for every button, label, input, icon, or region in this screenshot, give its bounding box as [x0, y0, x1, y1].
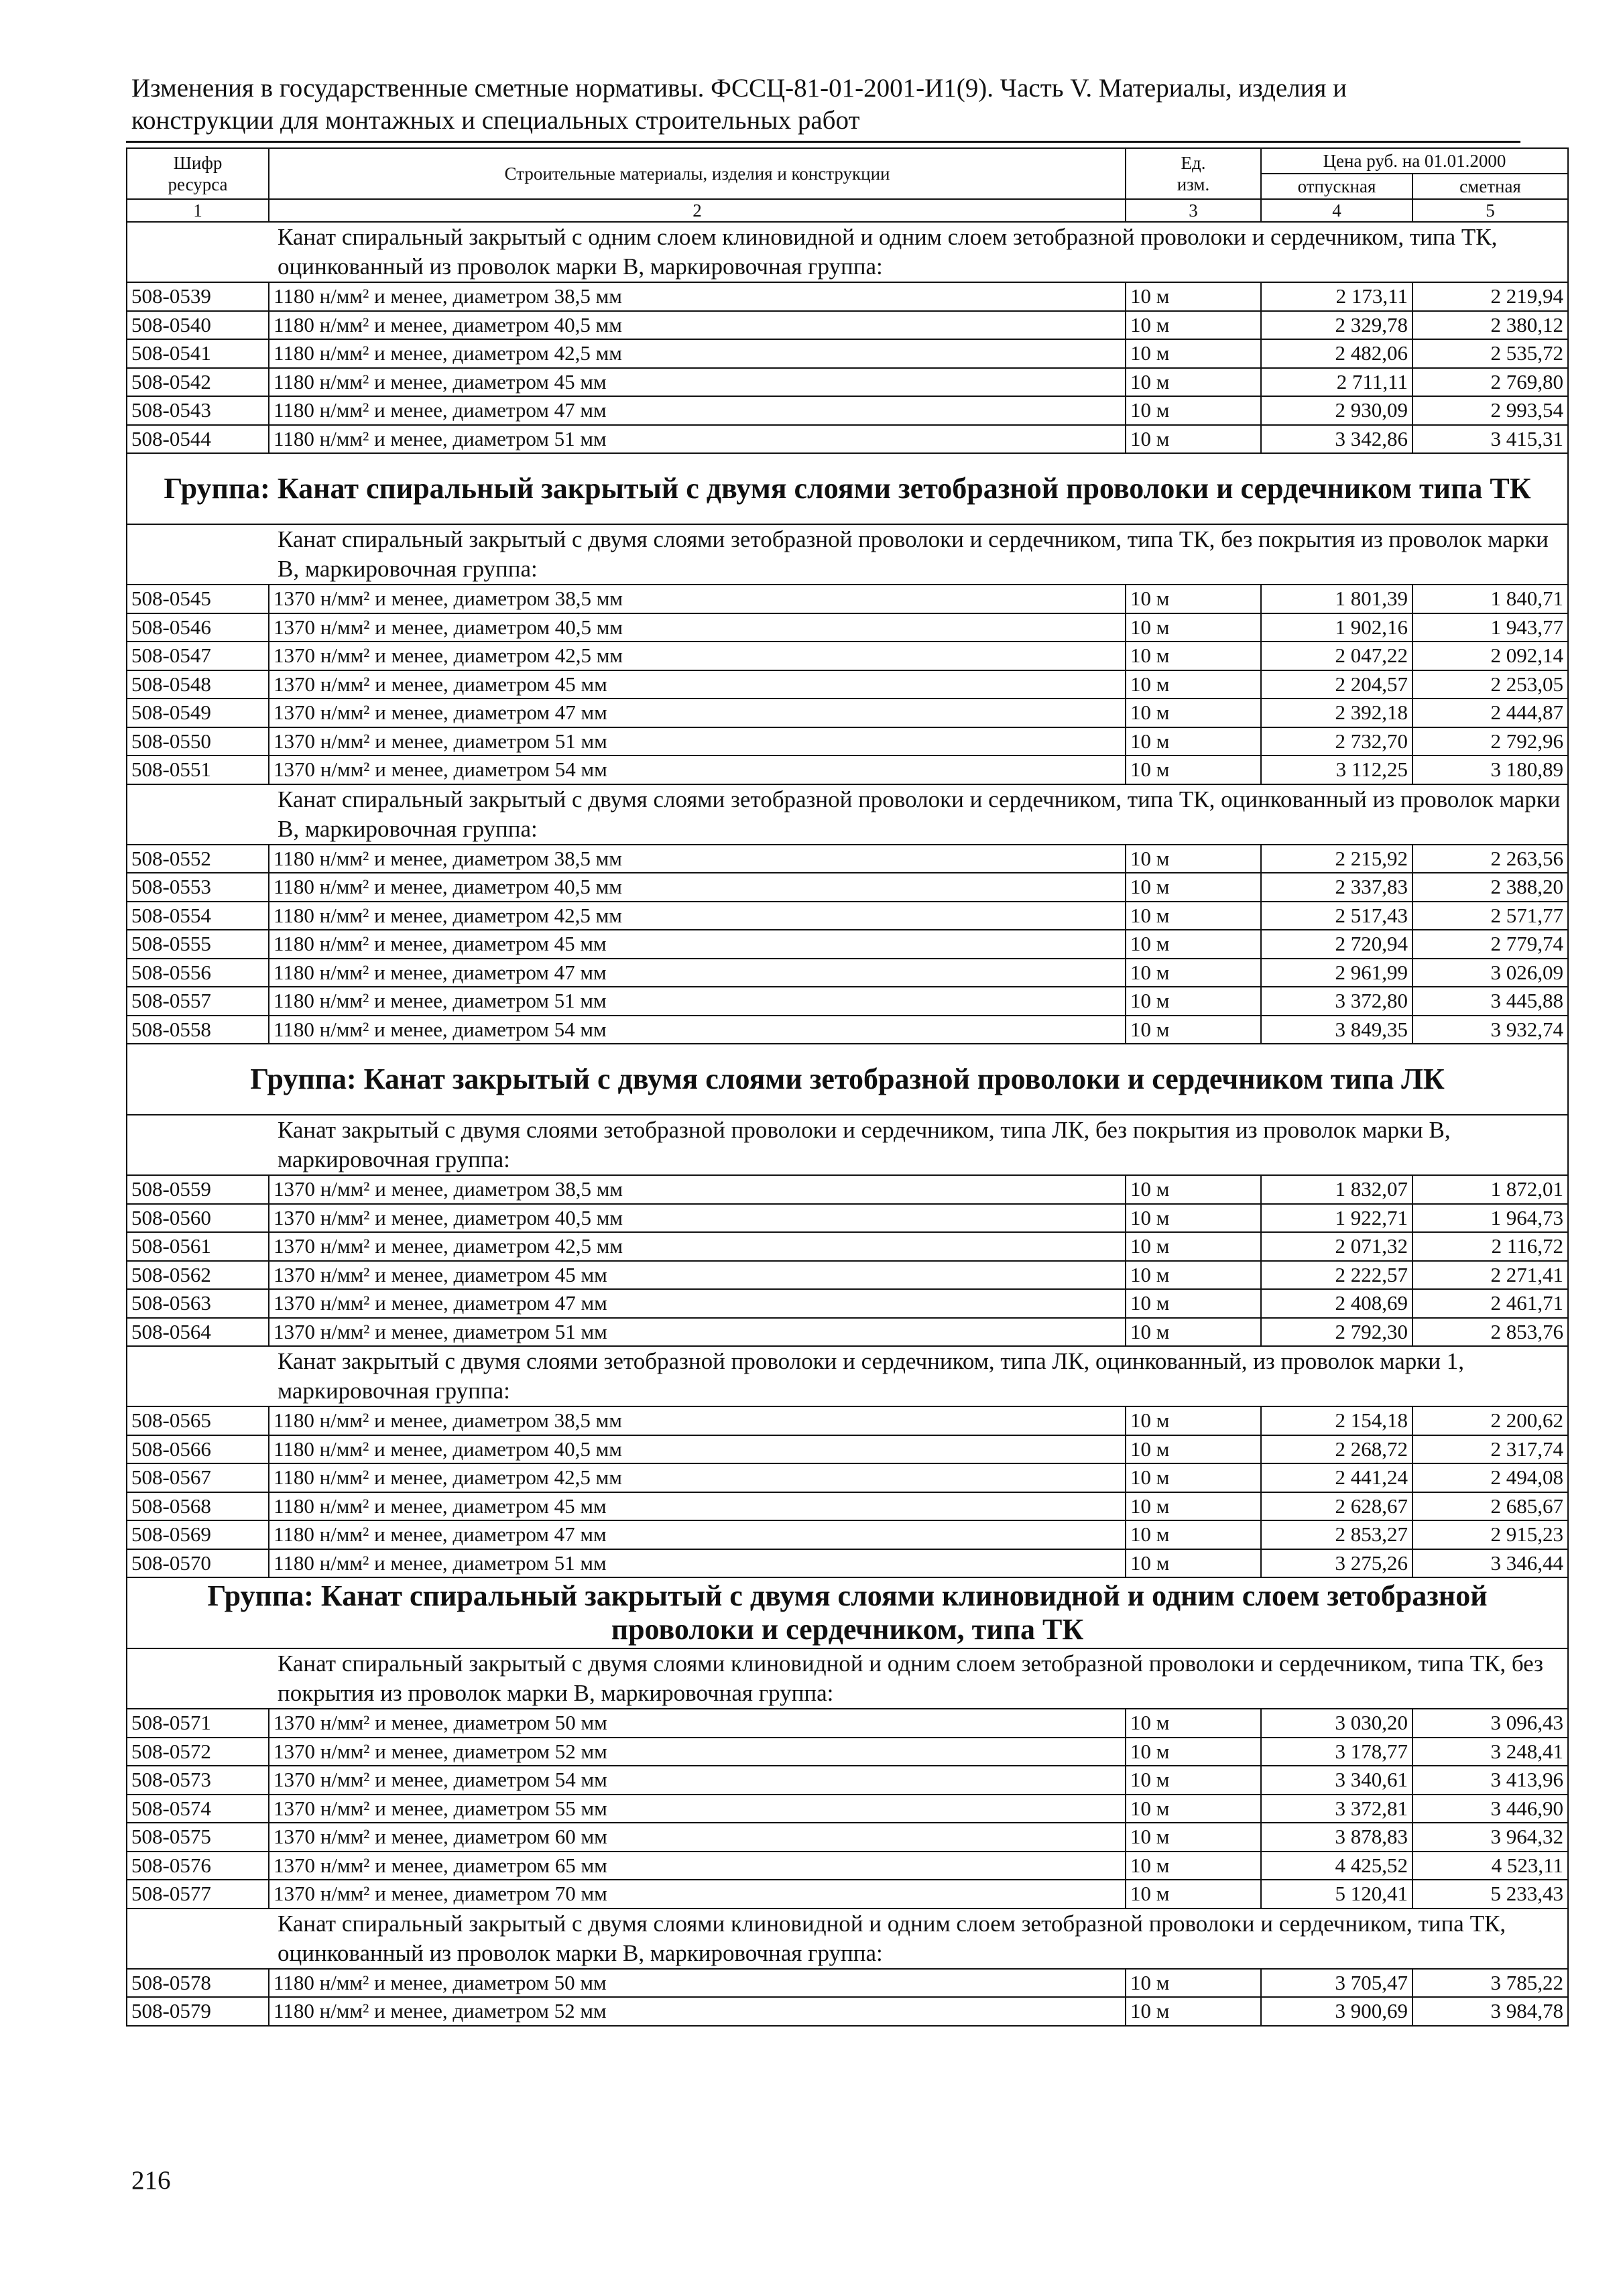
resource-code: 508-0565 — [127, 1406, 269, 1435]
unit-of-measure: 10 м — [1126, 1289, 1261, 1318]
material-description: 1180 н/мм² и менее, диаметром 38,5 мм — [269, 282, 1126, 311]
unit-of-measure: 10 м — [1126, 368, 1261, 397]
release-price: 2 222,57 — [1261, 1261, 1412, 1290]
material-description: 1180 н/мм² и менее, диаметром 45 мм — [269, 368, 1126, 397]
resource-code: 508-0542 — [127, 368, 269, 397]
estimate-price: 2 263,56 — [1412, 845, 1568, 873]
unit-of-measure: 10 м — [1126, 1318, 1261, 1347]
estimate-price: 2 685,67 — [1412, 1492, 1568, 1521]
unit-of-measure: 10 м — [1126, 1795, 1261, 1823]
resource-code: 508-0562 — [127, 1261, 269, 1290]
table-row — [127, 727, 1568, 756]
release-price: 1 902,16 — [1261, 613, 1412, 642]
table-row — [127, 1549, 1568, 1578]
material-description: 1370 н/мм² и менее, диаметром 40,5 мм — [269, 613, 1126, 642]
unit-of-measure: 10 м — [1126, 1463, 1261, 1492]
material-description: 1180 н/мм² и менее, диаметром 50 мм — [269, 1969, 1126, 1998]
release-price: 2 047,22 — [1261, 642, 1412, 670]
table-row — [127, 396, 1568, 425]
material-description: 1370 н/мм² и менее, диаметром 47 мм — [269, 699, 1126, 727]
release-price: 3 030,20 — [1261, 1709, 1412, 1738]
material-description: 1370 н/мм² и менее, диаметром 38,5 мм — [269, 1175, 1126, 1204]
table-row — [127, 1766, 1568, 1795]
resource-code: 508-0548 — [127, 670, 269, 699]
resource-code: 508-0572 — [127, 1738, 269, 1766]
unit-of-measure: 10 м — [1126, 1175, 1261, 1204]
page-header — [131, 72, 1526, 137]
estimate-price: 2 388,20 — [1412, 873, 1568, 902]
estimate-price: 3 964,32 — [1412, 1823, 1568, 1852]
release-price: 2 268,72 — [1261, 1435, 1412, 1464]
column-number-1: 1 — [127, 199, 269, 222]
subgroup-description: Канат закрытый с двумя слоями зетобразной проволоки и сердечником, типа ЛК, оцинкованный, из проволок марки 1, маркировочная группа: — [127, 1346, 1568, 1406]
unit-of-measure: 10 м — [1126, 1709, 1261, 1738]
estimate-price: 2 092,14 — [1412, 642, 1568, 670]
group-heading-row — [127, 1577, 1568, 1648]
material-description: 1370 н/мм² и менее, диаметром 51 мм — [269, 727, 1126, 756]
estimate-price: 3 096,43 — [1412, 1709, 1568, 1738]
resource-code: 508-0550 — [127, 727, 269, 756]
estimate-price: 3 446,90 — [1412, 1795, 1568, 1823]
release-price: 3 372,80 — [1261, 987, 1412, 1016]
table-row — [127, 1463, 1568, 1492]
column-number-3: 3 — [1126, 199, 1261, 222]
resource-code: 508-0543 — [127, 396, 269, 425]
material-description: 1180 н/мм² и менее, диаметром 42,5 мм — [269, 1463, 1126, 1492]
resource-code: 508-0559 — [127, 1175, 269, 1204]
estimate-price: 1 872,01 — [1412, 1175, 1568, 1204]
estimate-price: 2 116,72 — [1412, 1232, 1568, 1261]
estimate-price: 1 840,71 — [1412, 585, 1568, 613]
unit-of-measure: 10 м — [1126, 1997, 1261, 2026]
estimate-price: 2 317,74 — [1412, 1435, 1568, 1464]
release-price: 3 342,86 — [1261, 425, 1412, 454]
resource-code: 508-0577 — [127, 1880, 269, 1909]
estimate-price: 2 993,54 — [1412, 396, 1568, 425]
unit-of-measure: 10 м — [1126, 1492, 1261, 1521]
unit-of-measure: 10 м — [1126, 670, 1261, 699]
group-heading: Группа: Канат закрытый с двумя слоями зетобразной проволоки и сердечником типа ЛК — [127, 1044, 1568, 1115]
estimate-price: 2 271,41 — [1412, 1261, 1568, 1290]
column-number-4: 4 — [1261, 199, 1412, 222]
material-description: 1180 н/мм² и менее, диаметром 40,5 мм — [269, 311, 1126, 340]
release-price: 2 628,67 — [1261, 1492, 1412, 1521]
header-price-release: отпускная — [1261, 174, 1412, 199]
material-description: 1370 н/мм² и менее, диаметром 42,5 мм — [269, 1232, 1126, 1261]
resource-code: 508-0545 — [127, 585, 269, 613]
material-description: 1370 н/мм² и менее, диаметром 47 мм — [269, 1289, 1126, 1318]
table-row — [127, 1232, 1568, 1261]
release-price: 2 329,78 — [1261, 311, 1412, 340]
release-price: 3 178,77 — [1261, 1738, 1412, 1766]
resource-code: 508-0568 — [127, 1492, 269, 1521]
subgroup-row — [127, 1115, 1568, 1175]
release-price: 1 922,71 — [1261, 1204, 1412, 1233]
estimate-price: 1 964,73 — [1412, 1204, 1568, 1233]
header-line-2: конструкции для монтажных и специальных строительных работ — [131, 106, 860, 135]
header-unit — [1126, 148, 1261, 199]
resource-code: 508-0557 — [127, 987, 269, 1016]
header-unit-line-1: Ед. — [1181, 153, 1206, 173]
estimate-price: 2 535,72 — [1412, 339, 1568, 368]
release-price: 2 482,06 — [1261, 339, 1412, 368]
release-price: 3 900,69 — [1261, 1997, 1412, 2026]
material-description: 1370 н/мм² и менее, диаметром 45 мм — [269, 1261, 1126, 1290]
table-row — [127, 311, 1568, 340]
table-row — [127, 613, 1568, 642]
resource-code: 508-0578 — [127, 1969, 269, 1998]
table-row — [127, 1795, 1568, 1823]
material-description: 1180 н/мм² и менее, диаметром 51 мм — [269, 425, 1126, 454]
estimate-price: 3 415,31 — [1412, 425, 1568, 454]
unit-of-measure: 10 м — [1126, 1204, 1261, 1233]
resource-code: 508-0539 — [127, 282, 269, 311]
unit-of-measure: 10 м — [1126, 1520, 1261, 1549]
table-row — [127, 1175, 1568, 1204]
unit-of-measure: 10 м — [1126, 1435, 1261, 1464]
material-description: 1370 н/мм² и менее, диаметром 65 мм — [269, 1852, 1126, 1880]
table-row — [127, 902, 1568, 930]
table-row — [127, 1969, 1568, 1998]
release-price: 2 441,24 — [1261, 1463, 1412, 1492]
resource-code: 508-0554 — [127, 902, 269, 930]
resource-code: 508-0552 — [127, 845, 269, 873]
table-row — [127, 1738, 1568, 1766]
estimate-price: 3 346,44 — [1412, 1549, 1568, 1578]
header-code — [127, 148, 269, 199]
unit-of-measure: 10 м — [1126, 1880, 1261, 1909]
resource-code: 508-0579 — [127, 1997, 269, 2026]
release-price: 2 337,83 — [1261, 873, 1412, 902]
material-description: 1370 н/мм² и менее, диаметром 50 мм — [269, 1709, 1126, 1738]
table-row — [127, 845, 1568, 873]
table-row — [127, 1709, 1568, 1738]
estimate-price: 5 233,43 — [1412, 1880, 1568, 1909]
material-description: 1370 н/мм² и менее, диаметром 40,5 мм — [269, 1204, 1126, 1233]
unit-of-measure: 10 м — [1126, 339, 1261, 368]
subgroup-row — [127, 524, 1568, 585]
header-unit-line-2: изм. — [1177, 174, 1210, 194]
unit-of-measure: 10 м — [1126, 699, 1261, 727]
table-row — [127, 1204, 1568, 1233]
resource-code: 508-0551 — [127, 756, 269, 784]
estimate-price: 3 445,88 — [1412, 987, 1568, 1016]
estimate-price: 3 413,96 — [1412, 1766, 1568, 1795]
unit-of-measure: 10 м — [1126, 727, 1261, 756]
unit-of-measure: 10 м — [1126, 396, 1261, 425]
unit-of-measure: 10 м — [1126, 845, 1261, 873]
material-description: 1370 н/мм² и менее, диаметром 70 мм — [269, 1880, 1126, 1909]
estimate-price: 2 253,05 — [1412, 670, 1568, 699]
table-row — [127, 873, 1568, 902]
table-row — [127, 282, 1568, 311]
resource-code: 508-0569 — [127, 1520, 269, 1549]
resource-code: 508-0570 — [127, 1549, 269, 1578]
resource-code: 508-0561 — [127, 1232, 269, 1261]
estimate-price: 3 984,78 — [1412, 1997, 1568, 2026]
header-code-line-1: Шифр — [173, 153, 223, 173]
resource-code: 508-0553 — [127, 873, 269, 902]
unit-of-measure: 10 м — [1126, 1406, 1261, 1435]
unit-of-measure: 10 м — [1126, 1232, 1261, 1261]
unit-of-measure: 10 м — [1126, 1852, 1261, 1880]
release-price: 2 215,92 — [1261, 845, 1412, 873]
table-row — [127, 1880, 1568, 1909]
price-table — [126, 147, 1569, 2027]
column-number-2: 2 — [269, 199, 1126, 222]
estimate-price: 3 026,09 — [1412, 959, 1568, 987]
estimate-price: 4 523,11 — [1412, 1852, 1568, 1880]
resource-code: 508-0555 — [127, 930, 269, 959]
resource-code: 508-0564 — [127, 1318, 269, 1347]
unit-of-measure: 10 м — [1126, 1823, 1261, 1852]
subgroup-description: Канат спиральный закрытый с двумя слоями клиновидной и одним слоем зетобразной проволоки и сердечником, типа ТК, без покрытия из проволок марки В, маркировочная группа: — [127, 1648, 1568, 1709]
table-row — [127, 930, 1568, 959]
resource-code: 508-0567 — [127, 1463, 269, 1492]
material-description: 1370 н/мм² и менее, диаметром 60 мм — [269, 1823, 1126, 1852]
header-code-line-2: ресурса — [168, 174, 228, 194]
table-row — [127, 1289, 1568, 1318]
group-heading-row — [127, 453, 1568, 524]
release-price: 2 154,18 — [1261, 1406, 1412, 1435]
release-price: 2 517,43 — [1261, 902, 1412, 930]
material-description: 1370 н/мм² и менее, диаметром 54 мм — [269, 756, 1126, 784]
resource-code: 508-0571 — [127, 1709, 269, 1738]
release-price: 2 961,99 — [1261, 959, 1412, 987]
release-price: 2 720,94 — [1261, 930, 1412, 959]
estimate-price: 2 853,76 — [1412, 1318, 1568, 1347]
table-row — [127, 1997, 1568, 2026]
resource-code: 508-0563 — [127, 1289, 269, 1318]
release-price: 2 204,57 — [1261, 670, 1412, 699]
header-price-estimate: сметная — [1412, 174, 1568, 199]
unit-of-measure: 10 м — [1126, 425, 1261, 454]
column-number-5: 5 — [1412, 199, 1568, 222]
unit-of-measure: 10 м — [1126, 987, 1261, 1016]
price-table-body — [127, 148, 1568, 2026]
table-row — [127, 642, 1568, 670]
release-price: 2 408,69 — [1261, 1289, 1412, 1318]
group-heading-row — [127, 1044, 1568, 1115]
table-row — [127, 1823, 1568, 1852]
table-row — [127, 1435, 1568, 1464]
unit-of-measure: 10 м — [1126, 1969, 1261, 1998]
release-price: 2 392,18 — [1261, 699, 1412, 727]
subgroup-row — [127, 1648, 1568, 1709]
estimate-price: 2 769,80 — [1412, 368, 1568, 397]
unit-of-measure: 10 м — [1126, 1766, 1261, 1795]
release-price: 3 372,81 — [1261, 1795, 1412, 1823]
unit-of-measure: 10 м — [1126, 1261, 1261, 1290]
subgroup-description: Канат спиральный закрытый с двумя слоями клиновидной и одним слоем зетобразной проволоки и сердечником, типа ТК, оцинкованный из проволок марки В, маркировочная группа: — [127, 1909, 1568, 1969]
material-description: 1180 н/мм² и менее, диаметром 47 мм — [269, 1520, 1126, 1549]
unit-of-measure: 10 м — [1126, 311, 1261, 340]
material-description: 1180 н/мм² и менее, диаметром 40,5 мм — [269, 1435, 1126, 1464]
release-price: 1 801,39 — [1261, 585, 1412, 613]
material-description: 1180 н/мм² и менее, диаметром 52 мм — [269, 1997, 1126, 2026]
unit-of-measure: 10 м — [1126, 585, 1261, 613]
unit-of-measure: 10 м — [1126, 282, 1261, 311]
table-row — [127, 959, 1568, 987]
resource-code: 508-0573 — [127, 1766, 269, 1795]
release-price: 2 071,32 — [1261, 1232, 1412, 1261]
material-description: 1180 н/мм² и менее, диаметром 51 мм — [269, 987, 1126, 1016]
material-description: 1180 н/мм² и менее, диаметром 38,5 мм — [269, 845, 1126, 873]
table-row — [127, 1492, 1568, 1521]
estimate-price: 2 915,23 — [1412, 1520, 1568, 1549]
resource-code: 508-0566 — [127, 1435, 269, 1464]
resource-code: 508-0576 — [127, 1852, 269, 1880]
estimate-price: 2 779,74 — [1412, 930, 1568, 959]
resource-code: 508-0575 — [127, 1823, 269, 1852]
page-number: 216 — [131, 2166, 171, 2195]
table-row — [127, 1016, 1568, 1044]
release-price: 1 832,07 — [1261, 1175, 1412, 1204]
resource-code: 508-0574 — [127, 1795, 269, 1823]
material-description: 1180 н/мм² и менее, диаметром 51 мм — [269, 1549, 1126, 1578]
table-row — [127, 699, 1568, 727]
table-row — [127, 1852, 1568, 1880]
material-description: 1180 н/мм² и менее, диаметром 40,5 мм — [269, 873, 1126, 902]
release-price: 4 425,52 — [1261, 1852, 1412, 1880]
table-row — [127, 1318, 1568, 1347]
table-header-row — [127, 148, 1568, 174]
table-row — [127, 425, 1568, 454]
subgroup-row — [127, 222, 1568, 282]
subgroup-description: Канат спиральный закрытый с одним слоем клиновидной и одним слоем зетобразной проволоки и сердечником, типа ТК, оцинкованный из проволок марки В, маркировочная группа: — [127, 222, 1568, 282]
table-row — [127, 987, 1568, 1016]
estimate-price: 2 219,94 — [1412, 282, 1568, 311]
resource-code: 508-0544 — [127, 425, 269, 454]
release-price: 2 173,11 — [1261, 282, 1412, 311]
material-description: 1370 н/мм² и менее, диаметром 38,5 мм — [269, 585, 1126, 613]
material-description: 1180 н/мм² и менее, диаметром 38,5 мм — [269, 1406, 1126, 1435]
resource-code: 508-0541 — [127, 339, 269, 368]
unit-of-measure: 10 м — [1126, 959, 1261, 987]
release-price: 3 340,61 — [1261, 1766, 1412, 1795]
header-materials: Строительные материалы, изделия и конструкции — [269, 148, 1126, 199]
estimate-price: 2 380,12 — [1412, 311, 1568, 340]
resource-code: 508-0546 — [127, 613, 269, 642]
material-description: 1180 н/мм² и менее, диаметром 45 мм — [269, 930, 1126, 959]
table-row — [127, 1261, 1568, 1290]
resource-code: 508-0556 — [127, 959, 269, 987]
table-row — [127, 1406, 1568, 1435]
table-row — [127, 756, 1568, 784]
release-price: 3 275,26 — [1261, 1549, 1412, 1578]
subgroup-description: Канат закрытый с двумя слоями зетобразной проволоки и сердечником, типа ЛК, без покрытия из проволок марки В, маркировочная группа: — [127, 1115, 1568, 1175]
estimate-price: 3 180,89 — [1412, 756, 1568, 784]
unit-of-measure: 10 м — [1126, 873, 1261, 902]
material-description: 1370 н/мм² и менее, диаметром 51 мм — [269, 1318, 1126, 1347]
unit-of-measure: 10 м — [1126, 642, 1261, 670]
unit-of-measure: 10 м — [1126, 930, 1261, 959]
table-row — [127, 368, 1568, 397]
estimate-price: 2 200,62 — [1412, 1406, 1568, 1435]
unit-of-measure: 10 м — [1126, 902, 1261, 930]
column-number-row — [127, 199, 1568, 222]
release-price: 2 711,11 — [1261, 368, 1412, 397]
material-description: 1370 н/мм² и менее, диаметром 52 мм — [269, 1738, 1126, 1766]
unit-of-measure: 10 м — [1126, 1738, 1261, 1766]
material-description: 1370 н/мм² и менее, диаметром 45 мм — [269, 670, 1126, 699]
estimate-price: 2 494,08 — [1412, 1463, 1568, 1492]
release-price: 2 853,27 — [1261, 1520, 1412, 1549]
header-line-1: Изменения в государственные сметные нормативы. ФССЦ-81-01-2001-И1(9). Часть V. Материалы, изделия и — [131, 74, 1347, 103]
release-price: 2 792,30 — [1261, 1318, 1412, 1347]
release-price: 3 112,25 — [1261, 756, 1412, 784]
resource-code: 508-0540 — [127, 311, 269, 340]
resource-code: 508-0558 — [127, 1016, 269, 1044]
material-description: 1180 н/мм² и менее, диаметром 45 мм — [269, 1492, 1126, 1521]
group-heading: Группа: Канат спиральный закрытый с двумя слоями зетобразной проволоки и сердечником типа ТК — [127, 453, 1568, 524]
subgroup-row — [127, 784, 1568, 845]
release-price: 3 849,35 — [1261, 1016, 1412, 1044]
unit-of-measure: 10 м — [1126, 613, 1261, 642]
material-description: 1180 н/мм² и менее, диаметром 42,5 мм — [269, 339, 1126, 368]
header-price-title: Цена руб. на 01.01.2000 — [1261, 148, 1568, 174]
estimate-price: 2 571,77 — [1412, 902, 1568, 930]
unit-of-measure: 10 м — [1126, 1549, 1261, 1578]
table-row — [127, 339, 1568, 368]
release-price: 3 705,47 — [1261, 1969, 1412, 1998]
estimate-price: 3 785,22 — [1412, 1969, 1568, 1998]
estimate-price: 3 932,74 — [1412, 1016, 1568, 1044]
material-description: 1370 н/мм² и менее, диаметром 54 мм — [269, 1766, 1126, 1795]
subgroup-row — [127, 1346, 1568, 1406]
material-description: 1180 н/мм² и менее, диаметром 47 мм — [269, 959, 1126, 987]
resource-code: 508-0547 — [127, 642, 269, 670]
material-description: 1370 н/мм² и менее, диаметром 55 мм — [269, 1795, 1126, 1823]
release-price: 2 930,09 — [1261, 396, 1412, 425]
estimate-price: 2 792,96 — [1412, 727, 1568, 756]
material-description: 1370 н/мм² и менее, диаметром 42,5 мм — [269, 642, 1126, 670]
table-row — [127, 1520, 1568, 1549]
estimate-price: 3 248,41 — [1412, 1738, 1568, 1766]
release-price: 2 732,70 — [1261, 727, 1412, 756]
estimate-price: 2 461,71 — [1412, 1289, 1568, 1318]
resource-code: 508-0549 — [127, 699, 269, 727]
material-description: 1180 н/мм² и менее, диаметром 54 мм — [269, 1016, 1126, 1044]
material-description: 1180 н/мм² и менее, диаметром 47 мм — [269, 396, 1126, 425]
unit-of-measure: 10 м — [1126, 756, 1261, 784]
group-heading: Группа: Канат спиральный закрытый с двумя слоями клиновидной и одним слоем зетобразной проволоки и сердечником, типа ТК — [127, 1577, 1568, 1648]
material-description: 1180 н/мм² и менее, диаметром 42,5 мм — [269, 902, 1126, 930]
table-row — [127, 585, 1568, 613]
table-row — [127, 670, 1568, 699]
subgroup-description: Канат спиральный закрытый с двумя слоями зетобразной проволоки и сердечником, типа ТК, оцинкованный из проволок марки В, маркировочная группа: — [127, 784, 1568, 845]
release-price: 5 120,41 — [1261, 1880, 1412, 1909]
subgroup-description: Канат спиральный закрытый с двумя слоями зетобразной проволоки и сердечником, типа ТК, без покрытия из проволок марки В, маркировочная группа: — [127, 524, 1568, 585]
release-price: 3 878,83 — [1261, 1823, 1412, 1852]
estimate-price: 1 943,77 — [1412, 613, 1568, 642]
resource-code: 508-0560 — [127, 1204, 269, 1233]
estimate-price: 2 444,87 — [1412, 699, 1568, 727]
unit-of-measure: 10 м — [1126, 1016, 1261, 1044]
subgroup-row — [127, 1909, 1568, 1969]
header-rule — [126, 141, 1520, 143]
